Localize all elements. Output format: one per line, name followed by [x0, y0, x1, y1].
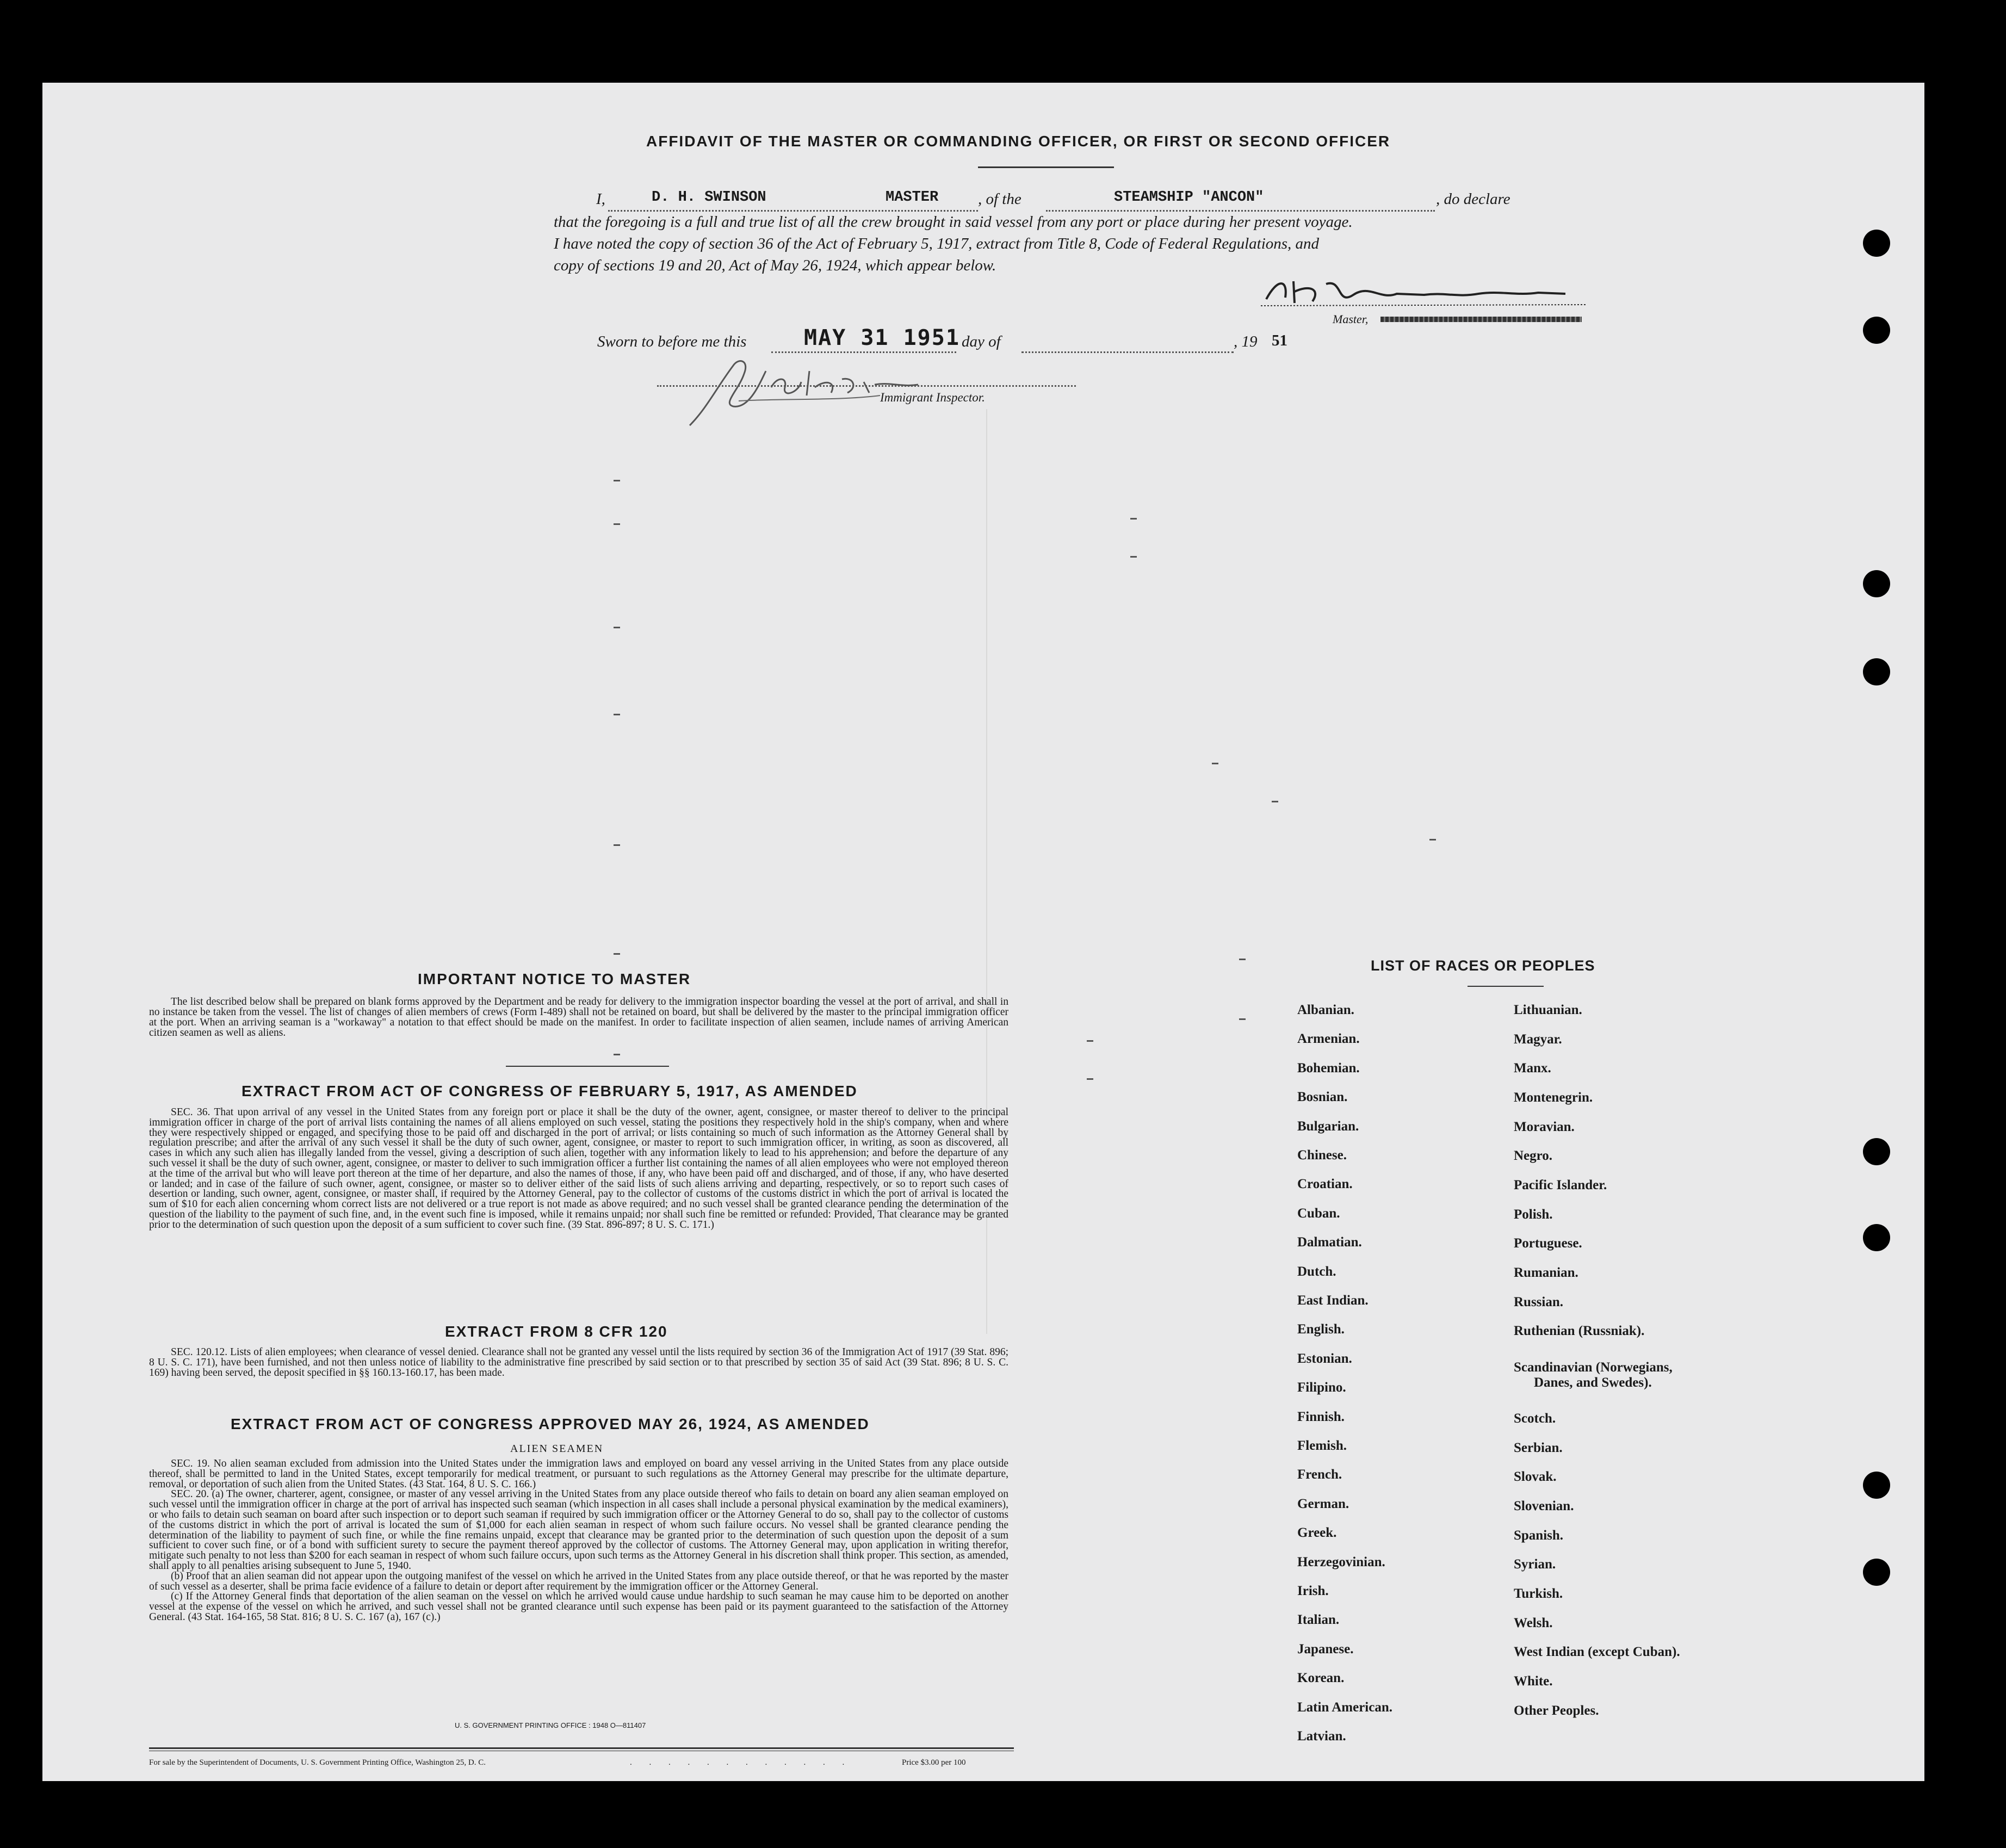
- bleed-mark: [614, 1054, 620, 1055]
- alien-seamen-subtitle: ALIEN SEAMEN: [510, 1443, 604, 1455]
- bleed-mark: [1272, 801, 1278, 802]
- footer-sale-note: For sale by the Superintendent of Documents, U. S. Government Printing Office, Washington 25, D. C.: [149, 1758, 486, 1767]
- race-item: Scotch.: [1514, 1411, 1556, 1426]
- race-item: Herzegovinian.: [1297, 1554, 1385, 1569]
- sec-20c: (c) If the Attorney General finds that deportation of the alien seaman on the vessel on which he arrived would cause undue hardship to such seaman he may cause him to be deported on another vessel at the expense of the vessel on which he arrived, and such vessel shall not be granted clearance until such expense has been paid or its payment guaranteed to the satisfaction of the Attorney General. (43 Stat. 164-165, 58 Stat. 816; 8 U. S. C. 167 (a), 167 (c).): [149, 1591, 1008, 1623]
- race-item: Latin American.: [1297, 1699, 1392, 1715]
- extract-cfr-title: EXTRACT FROM 8 CFR 120: [445, 1323, 668, 1340]
- form-sheet: [42, 83, 1924, 1781]
- race-item: Bohemian.: [1297, 1060, 1360, 1076]
- extract-1924-title: EXTRACT FROM ACT OF CONGRESS APPROVED MAY 26, 1924, AS AMENDED: [231, 1416, 870, 1432]
- punch-hole: [1863, 1138, 1890, 1165]
- races-underline: [1468, 986, 1544, 987]
- race-item: Bosnian.: [1297, 1090, 1348, 1105]
- race-item: Armenian.: [1297, 1031, 1360, 1047]
- footer-dots: . . . . . . . . . . . .: [630, 1758, 852, 1767]
- divider: [506, 1066, 669, 1067]
- sworn-label: Sworn to before me this: [597, 333, 747, 350]
- race-item: German.: [1297, 1496, 1349, 1511]
- race-item: Ruthenian (Russniak).: [1514, 1324, 1645, 1338]
- punch-hole: [1863, 658, 1890, 685]
- race-item: Greek.: [1297, 1525, 1337, 1541]
- race-item: Other Peoples.: [1514, 1703, 1599, 1718]
- race-item: Slovak.: [1514, 1469, 1557, 1484]
- notice-body: The list described below shall be prepared on blank forms approved by the Department and be ready for delivery to the immigration inspector boarding the vessel at the port of arrival, and shall in no instance be taken from the vessel. The list of changes of alien members of crews (Form I-489) shall not be retained on board, but shall be delivered by the master to the principal immigration officer at the port. When an arriving seaman is a "workaway" a notation to that effect should be made on the manifest. In order to facilitate inspection of alien seamen, include names of arriving American citizen seamen as well as aliens.: [149, 996, 1008, 1039]
- race-item: Turkish.: [1514, 1586, 1563, 1601]
- extract-1924-body: [149, 1459, 1008, 1623]
- date-stamp: MAY 31 1951: [804, 325, 960, 350]
- inspector-blank: [657, 385, 1076, 387]
- inspector-caption: Immigrant Inspector.: [880, 391, 985, 404]
- bleed-mark: [1130, 556, 1137, 558]
- bleed-mark: [614, 844, 620, 846]
- race-item: Cuban.: [1297, 1206, 1340, 1221]
- punch-hole: [1863, 1224, 1890, 1251]
- race-item: Scandinavian (Norwegians,: [1514, 1360, 1673, 1375]
- race-item: Montenegrin.: [1514, 1090, 1593, 1105]
- sec-20b: (b) Proof that an alien seaman did not appear upon the outgoing manifest of the vessel on which he arrived in the United States from any place outside thereof, or that he was reported by the master of such vessel as a deserter, shall be prima facie evidence of a failure to detain or deport after requirement by the immigration officer or the Attorney General.: [149, 1570, 1008, 1592]
- race-item: East Indian.: [1297, 1293, 1369, 1308]
- bleed-mark: [1087, 1078, 1093, 1080]
- race-item: Albanian.: [1297, 1003, 1354, 1017]
- master-rank: MASTER: [886, 189, 939, 206]
- sec-19: SEC. 19. No alien seaman excluded from admission into the United States under the immigration laws and employed on board any vessel arriving in the United States from any place outside thereof, shall be permitted to land in the United States, except temporarily for medical treatment, or pursuant to such regulations as the Attorney General may prescribe for the ultimate departure, removal, or deportation of such alien from the United States. (43 Stat. 164, 8 U. S. C. 166.): [149, 1458, 1008, 1490]
- race-item: Spanish.: [1514, 1528, 1564, 1543]
- race-item: Flemish.: [1297, 1438, 1347, 1453]
- race-item: Polish.: [1514, 1207, 1553, 1222]
- footer-rule: [149, 1747, 1014, 1749]
- bleed-mark: [614, 627, 620, 628]
- race-item: Slovenian.: [1514, 1499, 1574, 1513]
- affidavit-title: AFFIDAVIT OF THE MASTER OR COMMANDING OFFICER, OR FIRST OR SECOND OFFICER: [646, 133, 1391, 150]
- race-item: Japanese.: [1297, 1641, 1354, 1657]
- race-item: Welsh.: [1514, 1616, 1553, 1630]
- affidavit-line3: I have noted the copy of section 36 of the Act of February 5, 1917, extract from Title 8, Code of Federal Regulations, and: [554, 235, 1320, 252]
- bleed-mark: [1239, 1018, 1246, 1020]
- race-item: Danes, and Swedes).: [1534, 1375, 1652, 1390]
- footer-price: Price $3.00 per 100: [902, 1758, 966, 1767]
- title-underline: [978, 166, 1114, 168]
- race-item: Latvian.: [1297, 1729, 1346, 1744]
- struck-officer-title: [1380, 317, 1582, 322]
- race-item: French.: [1297, 1467, 1342, 1482]
- race-item: Croatian.: [1297, 1177, 1353, 1192]
- race-item: English.: [1297, 1322, 1345, 1337]
- day-of-label: day of: [962, 333, 1001, 350]
- affidavit-line1: [554, 190, 1593, 212]
- race-item: Syrian.: [1514, 1557, 1556, 1572]
- race-item: Dalmatian.: [1297, 1235, 1362, 1250]
- extract-cfr-body: SEC. 120.12. Lists of alien employees; when clearance of vessel denied. Clearance shall not be granted any vessel until the lists required by section 36 of the Immigration Act of 1917 (39 Stat. 896; 8 U. S. C. 171), have been furnished, and not then unless notice of liability to the administrative fine prescribed by said section or to that prescribed by section 35 of said Act (39 Stat. 896; 8 U. S. C. 169) having been served, the deposit specified in §§ 160.13-160.17, has been made.: [149, 1346, 1008, 1379]
- vessel-name: STEAMSHIP "ANCON": [1114, 189, 1264, 206]
- bleed-mark: [614, 953, 620, 955]
- race-item: Negro.: [1514, 1148, 1553, 1163]
- bleed-mark: [614, 480, 620, 481]
- gpo-imprint: U. S. GOVERNMENT PRINTING OFFICE : 1948 O—811407: [455, 1721, 646, 1729]
- year-prefix: , 19: [1234, 333, 1258, 350]
- extract-1917-body: SEC. 36. That upon arrival of any vessel in the United States from any foreign port or place it shall be the duty of the owner, agent, consignee, or master thereof to deliver to the principal immigration officer in charge of the port of arrival lists containing the names of all aliens employed on such vessel, stating the positions they respectively hold in the ship's company, when and where they were respectively shipped or engaged, and specifying those to be paid off and discharged in the port of arrival; or lists containing so much of such information as the Attorney General shall by regulation prescribe; and after the arrival of any such vessel it shall be the duty of such owner, agent, consignee, or master to report to such immigration officer, in writing, as soon as discovered, all cases in which any such alien has illegally landed from the vessel, giving a description of such alien, together with any information likely to lead to his apprehension; and before the departure of any such vessel it shall be the duty of such owner, agent, consignee, or master to deliver to such immigration officer a further list containing the names of all alien employees who were not employed thereon at the time of the arrival but who will leave port thereon at the time of her departure, and also the names of those, if any, who have been paid off and discharged, and of those, if any, who have deserted or landed; and in case of the failure of such owner, agent, consignee, or master so to deliver either of the said lists of such aliens arriving and departing, respectively, or so to report such cases of desertion or landing, such owner, agent, consignee, or master shall, if required by the Attorney General, pay to the collector of customs of the customs district in which the port of arrival is located the sum of $10 for each alien concerning whom correct lists are not delivered or a true report is not made as above required; and no such vessel shall be granted clearance pending the determination of the question of the liability to the payment of such fine, and, in the event such fine is imposed, while it remains unpaid; nor shall such fine be remitted or refunded: Provided, That clearance may be granted prior to the determination of such question upon the deposit of a sum sufficient to cover such fine. (39 Stat. 896-897; 8 U. S. C. 171.): [149, 1107, 1008, 1231]
- affidavit-line4: copy of sections 19 and 20, Act of May 26, 1924, which appear below.: [554, 257, 996, 274]
- bleed-mark: [1239, 959, 1246, 960]
- race-item: Bulgarian.: [1297, 1118, 1359, 1134]
- race-item: Russian.: [1514, 1295, 1564, 1309]
- race-item: Serbian.: [1514, 1441, 1563, 1455]
- bleed-mark: [1212, 763, 1218, 764]
- races-title: LIST OF RACES OR PEOPLES: [1371, 957, 1595, 974]
- name-blank: [608, 210, 978, 212]
- bleed-mark: [1130, 518, 1137, 520]
- do-declare-label: , do declare: [1436, 190, 1510, 208]
- master-signature: [1261, 273, 1593, 317]
- affidavit-line2: that the foregoing is a full and true list of all the crew brought in said vessel from any port or place during her present voyage.: [554, 213, 1353, 231]
- race-item: Pacific Islander.: [1514, 1178, 1607, 1192]
- race-item: Lithuanian.: [1514, 1003, 1582, 1017]
- race-item: Estonian.: [1297, 1351, 1352, 1366]
- race-item: Manx.: [1514, 1061, 1551, 1076]
- year-value: 51: [1272, 332, 1287, 349]
- vessel-blank: [1046, 210, 1435, 212]
- race-item: Magyar.: [1514, 1032, 1562, 1047]
- race-item: Italian.: [1297, 1612, 1340, 1628]
- notice-title: IMPORTANT NOTICE TO MASTER: [418, 971, 691, 987]
- master-caption: Master,: [1333, 312, 1369, 326]
- race-item: Dutch.: [1297, 1264, 1336, 1279]
- race-item: Korean.: [1297, 1671, 1345, 1686]
- punch-hole: [1863, 1559, 1890, 1586]
- race-item: Filipino.: [1297, 1380, 1346, 1395]
- punch-hole: [1863, 570, 1890, 597]
- bleed-mark: [1429, 839, 1436, 840]
- bleed-mark: [1087, 1040, 1093, 1042]
- race-item: Rumanian.: [1514, 1265, 1578, 1280]
- of-the-label: , of the: [978, 190, 1021, 208]
- punch-hole: [1863, 317, 1890, 344]
- extract-1917-title: EXTRACT FROM ACT OF CONGRESS OF FEBRUARY 5, 1917, AS AMENDED: [242, 1083, 858, 1099]
- race-item: Irish.: [1297, 1584, 1329, 1598]
- race-item: White.: [1514, 1674, 1553, 1689]
- race-item: Moravian.: [1514, 1120, 1575, 1134]
- race-item: Portuguese.: [1514, 1236, 1582, 1251]
- race-item: Finnish.: [1297, 1409, 1345, 1424]
- bleed-mark: [614, 523, 620, 525]
- race-item: West Indian (except Cuban).: [1514, 1645, 1680, 1659]
- bleed-mark: [614, 714, 620, 715]
- race-item: Chinese.: [1297, 1148, 1347, 1163]
- month-blank: [1021, 351, 1234, 353]
- master-name: D. H. SWINSON: [652, 189, 766, 206]
- i-label: I,: [596, 190, 605, 208]
- punch-hole: [1863, 1472, 1890, 1499]
- punch-hole: [1863, 230, 1890, 257]
- sec-20a: SEC. 20. (a) The owner, charterer, agent, consignee, or master of any vessel arriving in the United States from any place outside thereof who fails to detain on board any alien seaman employed on such vessel until the immigration officer in charge at the port of arrival has inspected such seaman (which inspection in all cases shall include a personal physical examination by the medical examiners), or who fails to detain such seaman on board after such inspection or to deport such seaman if required by such immigration officer or the Attorney General to do so, shall pay to the collector of customs of the customs district in which the port of arrival is located the sum of $1,000 for each alien seaman in respect of whom such failure occurs. No vessel shall be granted clearance pending the determination of the liability to payment of such fine, or while the fine remains unpaid, except that clearance may be granted prior to the determination of such question upon the deposit of a sum sufficient to cover such fine, or of a bond with sufficient surety to secure the payment thereof approved by the collector of customs. The Attorney General may, upon application in writing therefor, mitigate such penalty to not less than $200 for each seaman in respect of whom such failure occurs, upon such terms as the Attorney General in his discretion shall think proper. This section, as amended, shall apply to all penalties arising subsequent to June 5, 1940.: [149, 1488, 1008, 1572]
